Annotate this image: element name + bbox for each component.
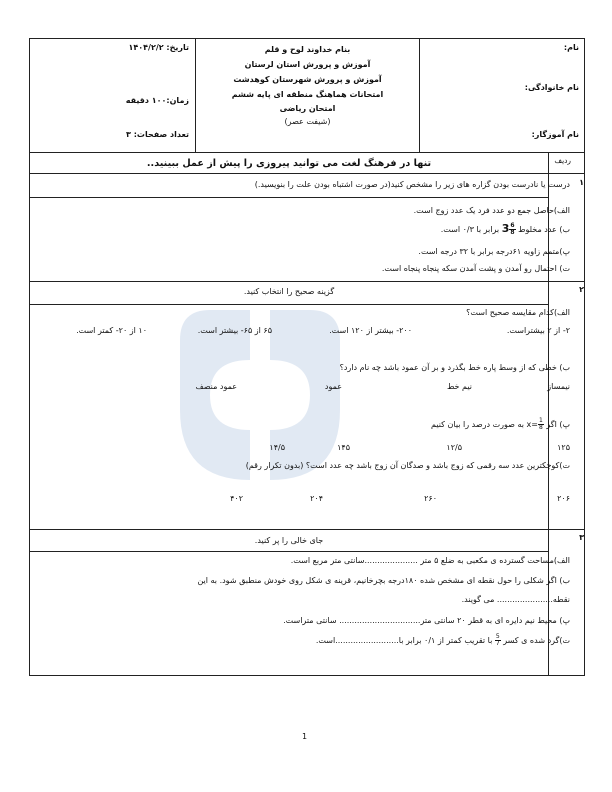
- fraction-denominator: 7: [495, 640, 500, 647]
- q3-item-d[interactable]: [316, 634, 570, 647]
- option[interactable]: ۱۲/۵: [446, 443, 462, 452]
- q3-item-b-line1: ب) اگر شکلی را حول نقطه ای مشخص شده ۱۸۰درجه بچرخانیم، قرینه ی شکل روی خودش منطبق شود. به این: [197, 576, 570, 585]
- q2-item-d-question: ت)کوچکترین عدد سه رقمی که زوج باشد و صدگان آن زوج باشد چه عدد است؟ (بدون تکرار رقم): [245, 461, 570, 470]
- q1-item-a: الف)حاصل جمع دو عدد فرد یک عدد زوج است.: [413, 206, 570, 215]
- mixed-whole: 3: [501, 222, 510, 235]
- q1-item-b-suffix: برابر با ۰/۳ است.: [440, 225, 500, 234]
- header-line: امتحان ریاضی: [279, 104, 336, 113]
- option[interactable]: ۲۰۴: [310, 494, 323, 503]
- question-number: ۲: [579, 285, 584, 294]
- option[interactable]: ۶۵ از ۶۵- بیشتر است.: [197, 326, 272, 335]
- fraction: [538, 418, 544, 431]
- q3-item-d-prefix: ت)گرد شده ی کسر: [503, 636, 570, 645]
- q1-item-b: [441, 222, 570, 236]
- fraction-denominator: 8: [538, 424, 543, 431]
- header-line: آموزش و پرورش استان لرستان: [244, 60, 371, 69]
- option[interactable]: نیم خط: [446, 382, 472, 391]
- question-number: ۱: [579, 178, 584, 187]
- fraction-numerator: 1: [538, 417, 543, 424]
- family-name-label: نام خانوادگی:: [524, 83, 579, 92]
- option[interactable]: ۲۰۰- بیشتر از ۱۲۰ است.: [329, 326, 412, 335]
- q3-instruction: جای خالی را پر کنید.: [254, 536, 324, 545]
- q3-item-d-suffix: با تقریب کمتر از ۰/۱ برابر با.........................است.: [315, 636, 493, 645]
- option[interactable]: عمود منصف: [195, 382, 237, 391]
- exam-duration: زمان:۱۰۰ دقیقه: [125, 96, 189, 105]
- page-number: 1: [302, 732, 308, 741]
- q1-item-b-prefix: ب) عدد مخلوط: [518, 225, 570, 234]
- q2-item-c-suffix: به صورت درصد را بیان کنیم: [431, 420, 524, 429]
- mixed-fraction: [509, 223, 515, 236]
- q2-item-c-prefix: پ) اگر: [546, 420, 570, 429]
- option[interactable]: نیمساز: [547, 382, 570, 391]
- motto: تنها در فرهنگ لغت می توانید پیروزی را پیش از عمل ببینید..: [146, 158, 432, 169]
- q1-item-c: پ)متمم زاویه ۶۱درجه برابر با ۳۲ درجه است.: [418, 247, 570, 256]
- q2-item-a-question: الف)کدام مقایسه صحیح است؟: [466, 308, 570, 317]
- option[interactable]: ۲۶۰: [424, 494, 437, 503]
- option[interactable]: ۲۰۶: [557, 494, 570, 503]
- header-line: آموزش و پرورش شهرستان کوهدشت: [233, 75, 382, 84]
- q3-item-c[interactable]: پ) محیط نیم دایره ای به قطر ۲۰ سانتی متر................................ سانتی متراست.: [283, 616, 570, 625]
- q1-instruction: درست یا نادرست بودن گزاره های زیر را مشخص کنید(در صورت اشتباه بودن علت را بنویسید.): [254, 180, 570, 189]
- mixed-number: [502, 222, 516, 236]
- question-number: ۳: [579, 533, 584, 542]
- fraction: [495, 634, 501, 647]
- variable-x: x=: [526, 420, 538, 429]
- row-header: ردیف: [554, 156, 571, 165]
- option[interactable]: ۱۴۵: [337, 443, 350, 452]
- option[interactable]: ۱۲۵: [557, 443, 570, 452]
- name-label: نام:: [563, 43, 579, 52]
- teacher-name-label: نام آموزگار:: [531, 130, 579, 139]
- q2-item-b-question: ب) خطی که از وسط پاره خط بگذرد و بر آن عمود باشد چه نام دارد؟: [339, 363, 570, 372]
- header-line: (شیفت عصر): [284, 117, 331, 126]
- page-count: تعداد صفحات: ۳: [126, 130, 189, 139]
- q1-item-d: ت) احتمال رو آمدن و پشت آمدن سکه پنجاه پنجاه است.: [381, 264, 570, 273]
- header-center: [196, 42, 419, 128]
- header-line: بنام خداوند لوح و قلم: [264, 45, 351, 54]
- q2-item-c-question: [431, 418, 570, 431]
- fraction-numerator: 5: [495, 633, 500, 640]
- option[interactable]: ۱۰ از ۲۰- کمتر است.: [76, 326, 147, 335]
- q3-item-b-line2[interactable]: نقطه...................... می گویند.: [461, 595, 570, 604]
- option[interactable]: عمود: [324, 382, 342, 391]
- q3-item-a[interactable]: الف)مساحت گسترده ی مکعبی به ضلع ۵ متر .....................سانتی متر مربع است.: [290, 556, 570, 565]
- exam-date: تاریخ: ۱۴۰۴/۲/۲: [128, 43, 189, 52]
- q2-instruction: گزینه صحیح را انتخاب کنید.: [243, 287, 335, 296]
- fraction-denominator: 8: [510, 228, 515, 236]
- option[interactable]: ۴۰۲: [230, 494, 243, 503]
- option[interactable]: ۱۴/۵: [269, 443, 285, 452]
- fraction-numerator: 6: [510, 221, 515, 229]
- fraction-expression: [527, 418, 544, 431]
- option[interactable]: ۲- از ۲ بیشتراست.: [506, 326, 570, 335]
- header-line: امتحانات هماهنگ منطقه ای پایه ششم: [231, 90, 384, 99]
